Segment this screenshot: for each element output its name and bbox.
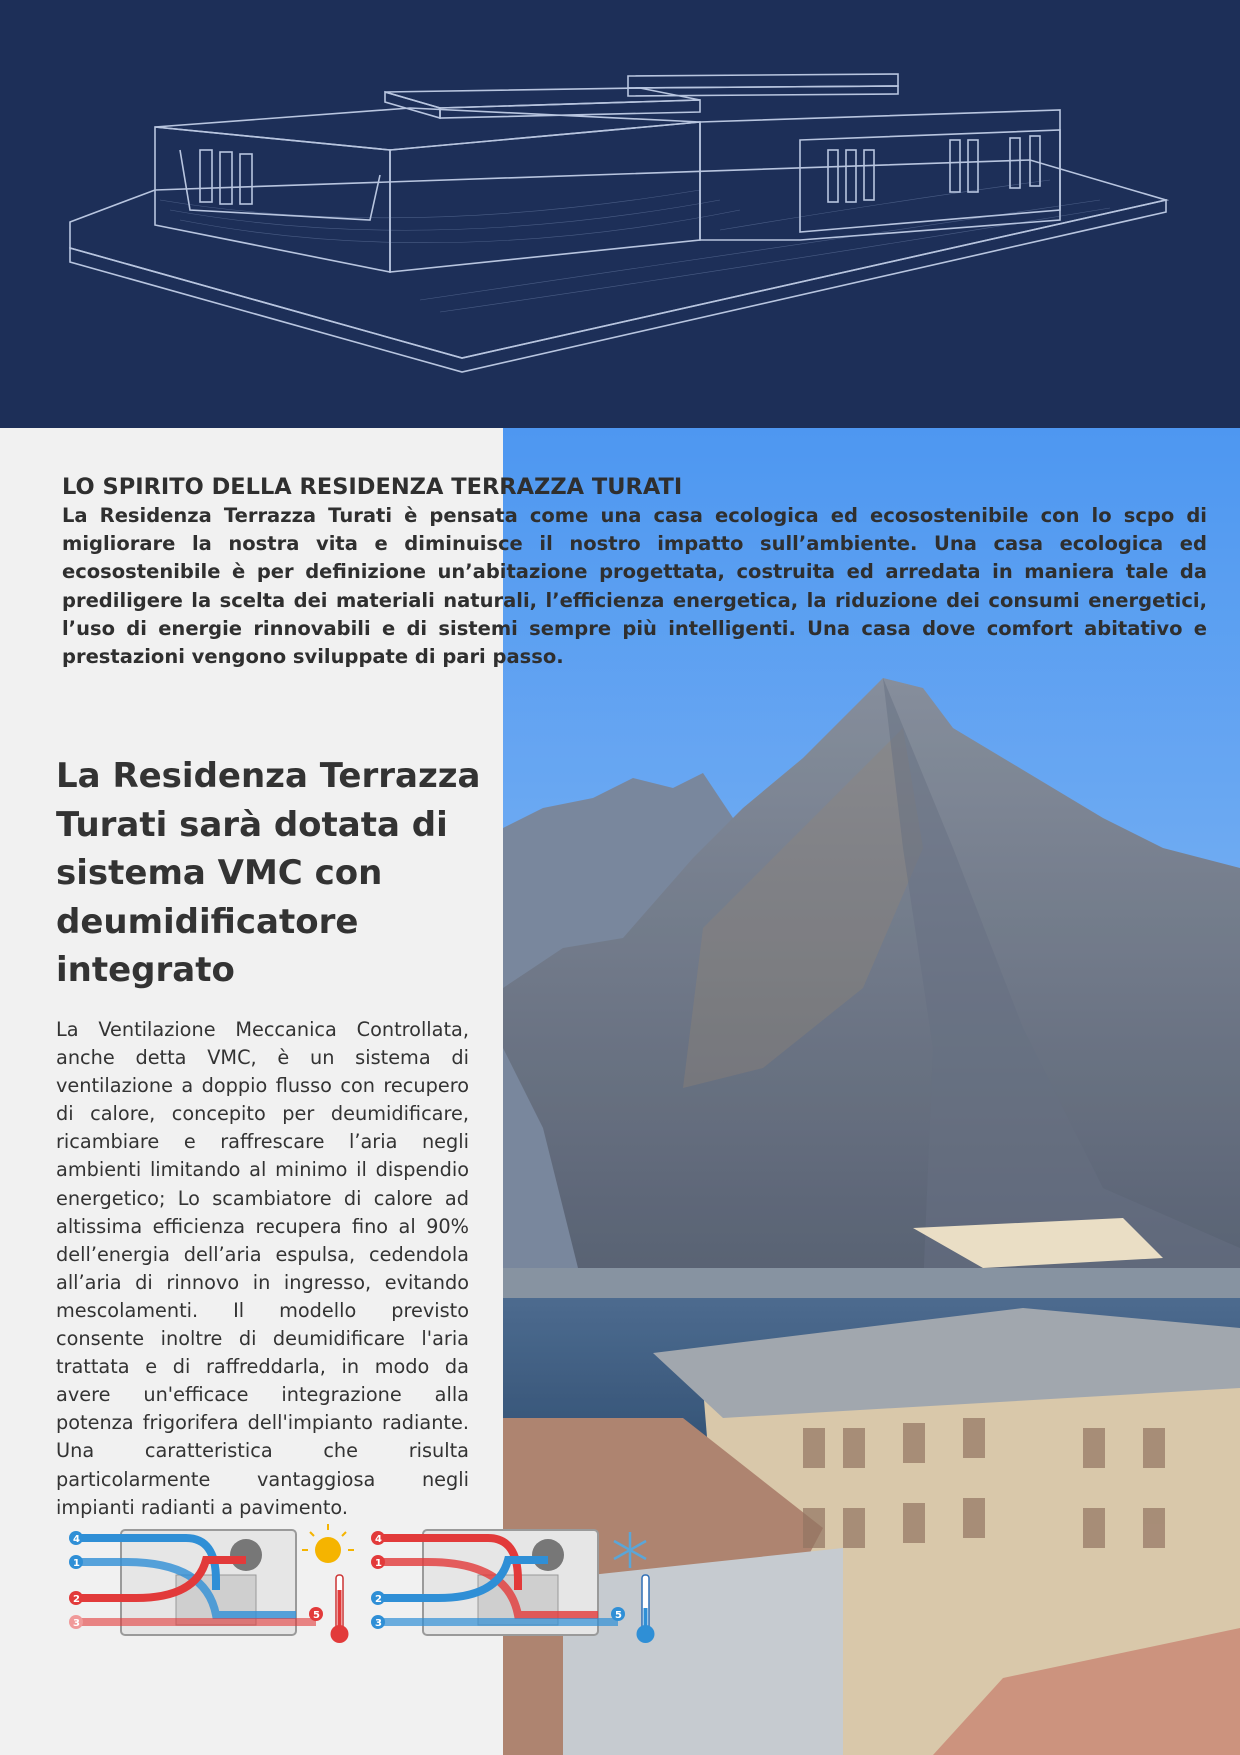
sun-icon [302, 1524, 354, 1563]
section-body: La Ventilazione Meccanica Controllata, anche detta VMC, è un sistema di ventilazione a doppio flusso con recupero di calore, concepito per deumidificare, ricambiare e raffrescare l’aria negli ambienti limitando al minimo il dispendio energetico; Lo scambiatore di calore ad altissima efficienza recupera fino al 90% dell’energia dell’aria espulsa, cedendola all’aria di rinnovo in ingresso, evitando mescolamenti. Il modello previsto consente inoltre di deumidificare l'aria trattata e di raffreddarla, in modo da avere un'efficace integrazione alla potenza frigorifera dell'impianto radiante. Una caratteristica che risulta particolarmente vantaggiosa negli impianti radianti a pavimento. [56, 1018, 469, 1519]
diagram-label-2: 2 [73, 1594, 80, 1605]
diagram-label-1: 1 [375, 1558, 382, 1569]
diagram-label-4: 4 [73, 1534, 80, 1545]
diagram-label-2: 2 [375, 1594, 382, 1605]
diagram-label-3: 3 [73, 1618, 80, 1629]
diagram-label-5: 5 [615, 1610, 622, 1621]
section-heading: La Residenza Terrazza Turati sarà dotata di sistema VMC con deumidificatore integrato [56, 756, 481, 990]
vmc-summer-diagram [66, 1520, 356, 1654]
snowflake-icon [614, 1532, 646, 1568]
intro-section [62, 474, 1207, 671]
vmc-winter-diagram [368, 1520, 668, 1654]
diagram-label-5: 5 [313, 1610, 320, 1621]
intro-title: LO SPIRITO DELLA RESIDENZA TERRAZZA TURATI [62, 474, 683, 500]
thermometer-cold-icon [637, 1575, 655, 1643]
house-wireframe-illustration [0, 0, 1240, 428]
diagram-label-4: 4 [375, 1534, 382, 1545]
diagram-label-1: 1 [73, 1558, 80, 1569]
diagram-label-3: 3 [375, 1618, 382, 1629]
intro-paragraph: La Residenza Terrazza Turati è pensata come una casa ecologica ed ecosostenibile con lo scpo di migliorare la nostra vita e diminuisce il nostro impatto sull’ambiente. Una casa ecologica ed ecosostenibile è per definizione un’abitazione progettata, costruita ed arredata in maniera tale da prediligere la scelta dei materiali naturali, l’efficienza energetica, la riduzione dei consumi energetici, l’uso di energie rinnovabili e di sistemi sempre più intelligenti. Una casa dove comfort abitativo e prestazioni vengono sviluppate di pari passo. [62, 504, 1207, 669]
thermometer-hot-icon [331, 1575, 349, 1643]
hero-banner [0, 0, 1240, 428]
